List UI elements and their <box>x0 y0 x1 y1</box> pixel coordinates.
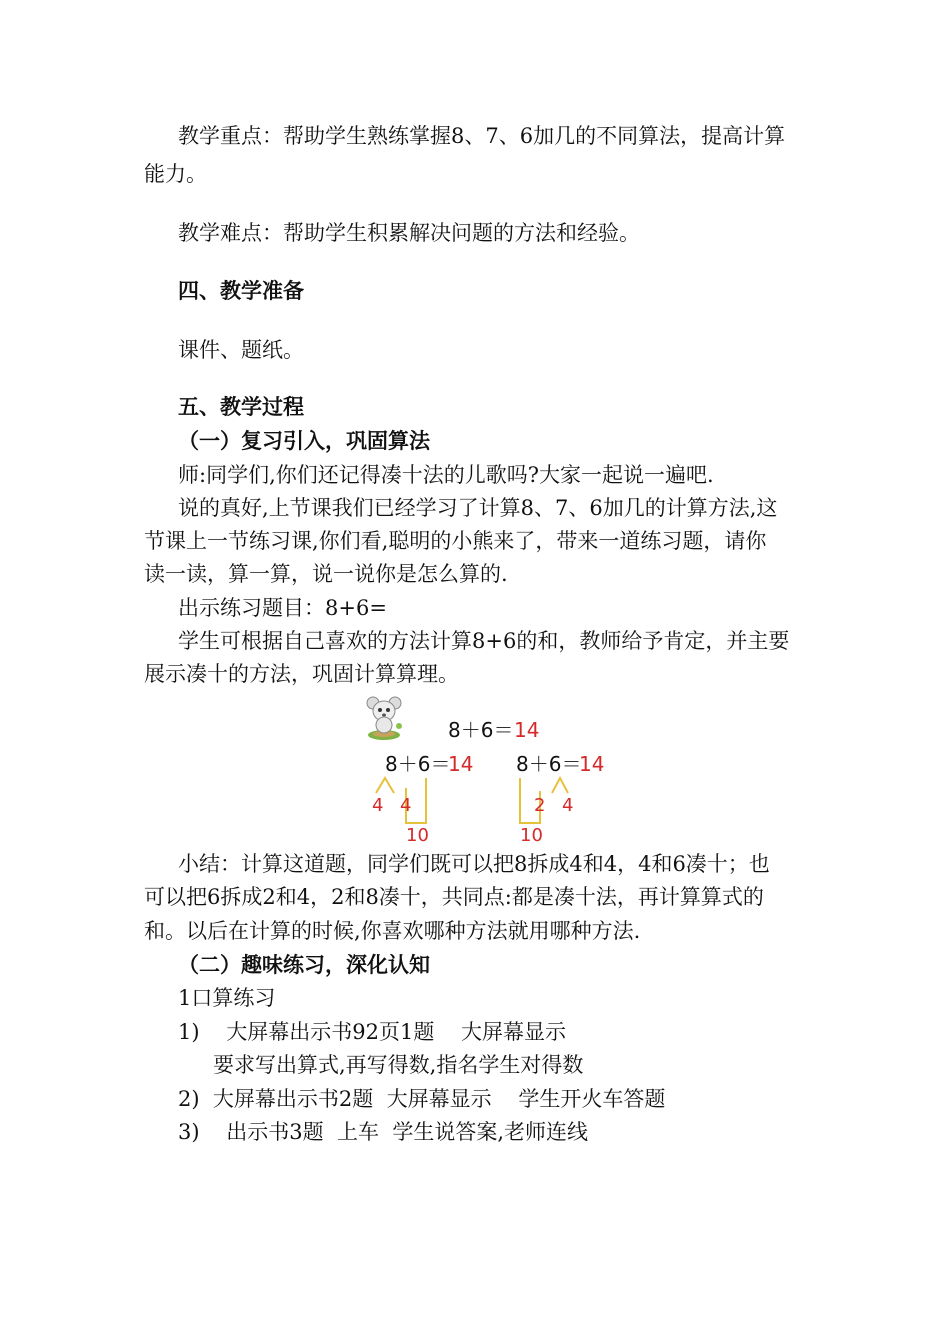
teacher-line: 师:同学们,你们还记得凑十法的儿歌吗?大家一起说一遍吧. <box>178 463 714 487</box>
list-item-1: 1) 大屏幕出示书92页1题 大屏幕显示 <box>178 1020 567 1044</box>
show-question-line: 出示练习题目：8+6= <box>178 596 387 620</box>
paragraph-line-1: 说的真好,上节课我们已经学习了计算8、7、6加几的计算方法,这 <box>178 496 778 520</box>
list-item-1-detail: 要求写出算式,再写得数,指名学生对得数 <box>213 1053 584 1077</box>
subsection-1-title: （一）复习引入，巩固算法 <box>178 429 430 453</box>
student-line-1: 学生可根据自己喜欢的方法计算8+6的和，教师给予肯定，并主要 <box>178 629 790 653</box>
subsection-2-title: （二）趣味练习，深化认知 <box>178 953 430 977</box>
oral-practice-line: 1口算练习 <box>178 986 276 1010</box>
summary-line-2: 可以把6拆成2和4，2和8凑十，共同点:都是凑十法，再计算算式的 <box>144 885 764 909</box>
left-split-a: 4 <box>372 795 384 816</box>
right-split-a: 2 <box>534 795 546 816</box>
focus-line-1: 教学重点：帮助学生熟练掌握8、7、6加几的不同算法，提高计算 <box>178 124 786 148</box>
right-split-b: 4 <box>562 795 574 816</box>
right-answer: 14 <box>579 752 605 776</box>
left-equation: 8＋6＝ <box>385 752 451 776</box>
top-answer: 14 <box>514 718 540 742</box>
summary-line-1: 小结：计算这道题，同学们既可以把8拆成4和4，4和6凑十；也 <box>178 852 770 876</box>
bear-mascot-icon <box>367 697 402 740</box>
paragraph-line-3: 读一读，算一算，说一说你是怎么算的. <box>144 562 508 586</box>
right-equation: 8＋6＝ <box>516 752 582 776</box>
left-split-b: 4 <box>400 795 412 816</box>
list-item-3: 3) 出示书3题 上车 学生说答案,老师连线 <box>178 1120 588 1144</box>
focus-line-2: 能力。 <box>144 162 207 186</box>
left-ten: 10 <box>406 825 429 845</box>
top-equation: 8＋6＝ <box>448 718 514 742</box>
student-line-2: 展示凑十的方法，巩固计算算理。 <box>144 662 459 686</box>
preparation-line: 课件、题纸。 <box>178 338 304 362</box>
left-answer: 14 <box>448 752 474 776</box>
section-4-title: 四、教学准备 <box>178 279 304 303</box>
summary-line-3: 和。以后在计算的时候,你喜欢哪种方法就用哪种方法. <box>144 919 641 943</box>
section-5-title: 五、教学过程 <box>178 395 304 419</box>
make-ten-figure <box>360 693 610 845</box>
difficulty-line: 教学难点：帮助学生积累解决问题的方法和经验。 <box>178 221 640 245</box>
paragraph-line-2: 节课上一节练习课,你们看,聪明的小熊来了，带来一道练习题，请你 <box>144 529 767 553</box>
list-item-2: 2) 大屏幕出示书2题 大屏幕显示 学生开火车答题 <box>178 1087 666 1111</box>
right-ten: 10 <box>520 825 543 845</box>
